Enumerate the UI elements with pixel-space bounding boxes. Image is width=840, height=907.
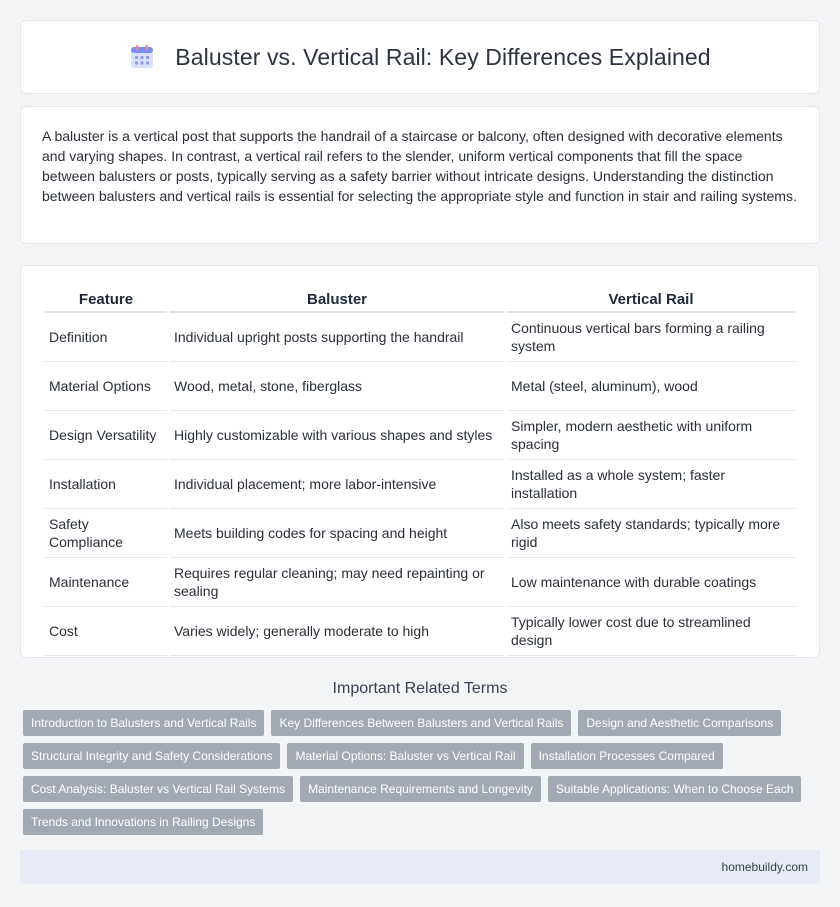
table-row: [45, 411, 795, 460]
header-feature: Feature: [45, 286, 167, 313]
calendar-grid-icon: [129, 44, 155, 70]
feature-cell: Cost: [45, 607, 167, 656]
table-row: [45, 313, 795, 362]
baluster-cell: Highly customizable with various shapes and styles: [170, 411, 504, 460]
related-term-tag[interactable]: Cost Analysis: Baluster vs Vertical Rail Systems: [23, 776, 293, 802]
related-term-tag[interactable]: Structural Integrity and Safety Considerations: [23, 743, 280, 769]
table-row: [45, 607, 795, 656]
intro-section: [20, 106, 820, 244]
intro-text: A baluster is a vertical post that supports the handrail of a staircase or balcony, often designed with decorative elements and varying shapes. In contrast, a vertical rail refers to the slender, uniform vertical components that fill the space between balusters or posts, typically serving as a safety barrier without intricate designs. Understanding the distinction between balusters and vertical rails is essential for selecting the appropriate style and function in stair and railing systems.: [42, 128, 797, 204]
table-row: [45, 362, 795, 411]
baluster-cell: Wood, metal, stone, fiberglass: [170, 362, 504, 411]
baluster-cell: Meets building codes for spacing and height: [170, 509, 504, 558]
baluster-cell: Individual upright posts supporting the handrail: [170, 313, 504, 362]
header-baluster: Baluster: [170, 286, 504, 313]
related-term-tag[interactable]: Material Options: Baluster vs Vertical Rail: [287, 743, 523, 769]
baluster-cell: Individual placement; more labor-intensive: [170, 460, 504, 509]
page-header: [20, 20, 820, 94]
related-term-tag[interactable]: Maintenance Requirements and Longevity: [300, 776, 541, 802]
table-row: [45, 460, 795, 509]
vertical-rail-cell: Metal (steel, aluminum), wood: [507, 362, 795, 411]
feature-cell: Safety Compliance: [45, 509, 167, 558]
vertical-rail-cell: Installed as a whole system; faster installation: [507, 460, 795, 509]
related-terms-section: [0, 680, 840, 835]
related-term-tag[interactable]: Key Differences Between Balusters and Vertical Rails: [271, 710, 571, 736]
related-term-tag[interactable]: Design and Aesthetic Comparisons: [578, 710, 781, 736]
table-row: [45, 509, 795, 558]
comparison-table-section: [20, 265, 820, 658]
related-term-tag[interactable]: Installation Processes Compared: [531, 743, 723, 769]
vertical-rail-cell: Continuous vertical bars forming a railing system: [507, 313, 795, 362]
related-terms-title: Important Related Terms: [332, 680, 508, 697]
feature-cell: Design Versatility: [45, 411, 167, 460]
feature-cell: Material Options: [45, 362, 167, 411]
related-term-tag[interactable]: Trends and Innovations in Railing Designs: [23, 809, 263, 835]
baluster-cell: Varies widely; generally moderate to high: [170, 607, 504, 656]
related-terms-tags: [0, 710, 840, 835]
table-header-row: [45, 286, 795, 313]
feature-cell: Installation: [45, 460, 167, 509]
vertical-rail-cell: Simpler, modern aesthetic with uniform spacing: [507, 411, 795, 460]
footer-site-link[interactable]: homebuildy.com: [721, 860, 808, 874]
page-title: Baluster vs. Vertical Rail: Key Differences Explained: [175, 43, 711, 70]
table-row: [45, 558, 795, 607]
vertical-rail-cell: Also meets safety standards; typically more rigid: [507, 509, 795, 558]
vertical-rail-cell: Typically lower cost due to streamlined design: [507, 607, 795, 656]
feature-cell: Maintenance: [45, 558, 167, 607]
vertical-rail-cell: Low maintenance with durable coatings: [507, 558, 795, 607]
related-term-tag[interactable]: Suitable Applications: When to Choose Each: [548, 776, 801, 802]
comparison-table: [42, 286, 798, 656]
header-vertical-rail: Vertical Rail: [507, 286, 795, 313]
page-footer: [20, 850, 820, 884]
feature-cell: Definition: [45, 313, 167, 362]
baluster-cell: Requires regular cleaning; may need repainting or sealing: [170, 558, 504, 607]
related-term-tag[interactable]: Introduction to Balusters and Vertical Rails: [23, 710, 264, 736]
